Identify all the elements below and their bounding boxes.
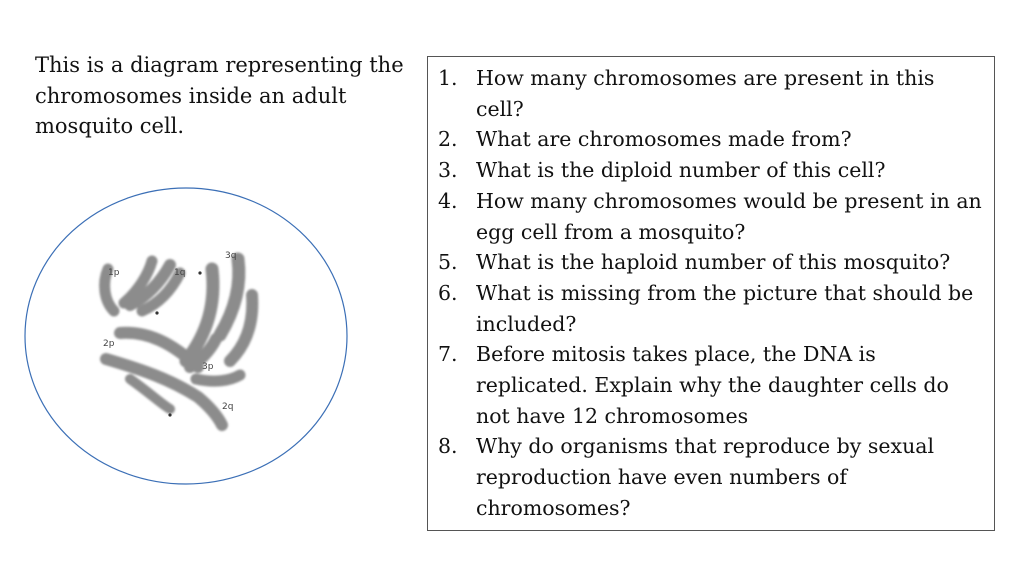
centromere-dot: [168, 413, 171, 416]
question-text: What are chromosomes made from?: [476, 127, 852, 152]
label-1q: 1q: [174, 268, 186, 278]
questions-list: [438, 63, 984, 524]
chromosome-2p-arm: [196, 375, 240, 381]
question-text: What is missing from the picture that should be included?: [476, 280, 974, 336]
question-number: 7.: [438, 342, 458, 367]
label-3p: 3p: [202, 362, 214, 372]
centromere-dot: [155, 311, 158, 314]
chromosome-3q-arm: [220, 259, 239, 335]
question-item: [438, 186, 984, 247]
question-text: Why do organisms that reproduce by sexual reproduction have even numbers of chromosomes?: [476, 434, 935, 520]
question-item: [438, 278, 984, 339]
label-2q: 2q: [222, 402, 234, 412]
question-number: 6.: [438, 280, 458, 305]
question-text: How many chromosomes would be present in an egg cell from a mosquito?: [476, 188, 982, 244]
question-item: [438, 247, 984, 278]
label-3q: 3q: [225, 251, 237, 261]
centromere-dot: [198, 271, 201, 274]
question-item: [438, 63, 984, 124]
question-text: What is the diploid number of this cell?: [476, 158, 886, 183]
question-item: [438, 339, 984, 431]
question-item: [438, 124, 984, 155]
question-number: 4.: [438, 188, 458, 213]
question-item: [438, 155, 984, 186]
question-item: [438, 431, 984, 523]
intro-text: This is a diagram representing the chromosomes inside an adult mosquito cell.: [35, 53, 404, 138]
cell-diagram: [20, 183, 352, 489]
question-text: Before mitosis takes place, the DNA is replicated. Explain why the daughter cells do not have 12 chromosomes: [476, 342, 949, 428]
cell-diagram-svg: [20, 183, 352, 489]
label-2p: 2p: [103, 339, 115, 349]
questions-box: [427, 56, 995, 531]
label-1p: 1p: [108, 268, 120, 278]
question-text: What is the haploid number of this mosquito?: [476, 250, 951, 275]
cell-membrane: [25, 188, 347, 484]
question-number: 2.: [438, 127, 458, 152]
question-text: How many chromosomes are present in this cell?: [476, 66, 935, 121]
question-number: 3.: [438, 158, 458, 183]
question-number: 1.: [438, 66, 458, 90]
question-number: 5.: [438, 250, 458, 275]
question-number: 8.: [438, 434, 458, 459]
